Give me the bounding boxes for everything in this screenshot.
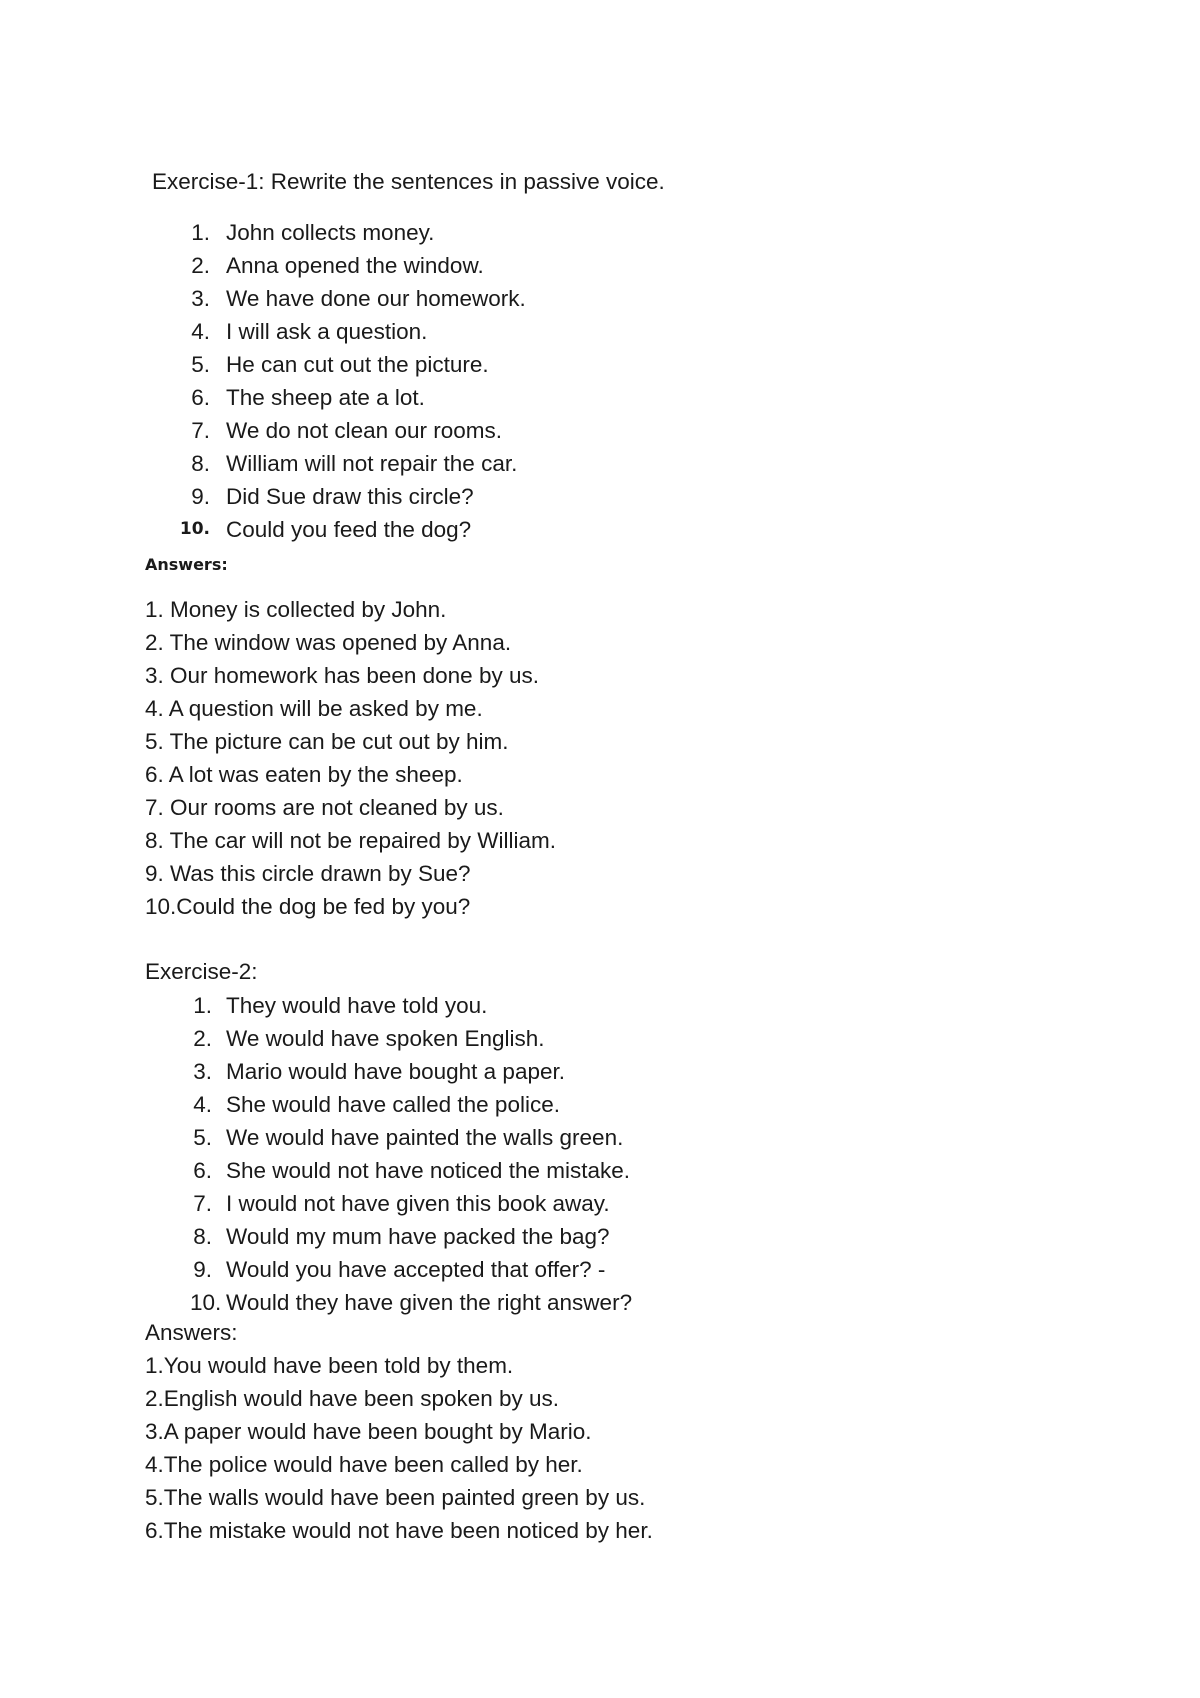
list-item [0, 1022, 1200, 1055]
exercise-2-answers-list [145, 1349, 653, 1547]
list-item-number: 8. [193, 1224, 212, 1249]
list-item [0, 249, 1200, 282]
list-item [0, 315, 1200, 348]
list-item-text: The sheep ate a lot. [226, 385, 425, 410]
answer-item: 7. Our rooms are not cleaned by us. [145, 795, 504, 820]
list-item-number: 9. [193, 1257, 212, 1282]
list-item-text: Would you have accepted that offer? - [226, 1257, 606, 1282]
list-item-text: She would have called the police. [226, 1092, 560, 1117]
list-item [0, 989, 1200, 1022]
list-item [0, 1055, 1200, 1088]
list-item [0, 1286, 1200, 1319]
list-item-text: We have done our homework. [226, 286, 526, 311]
list-item [0, 447, 1200, 480]
list-item-text: Would my mum have packed the bag? [226, 1224, 610, 1249]
list-item [0, 1121, 1200, 1154]
list-item [0, 381, 1200, 414]
answer-item: 10.Could the dog be fed by you? [145, 894, 471, 919]
list-item [0, 480, 1200, 513]
list-item-text: Would they have given the right answer? [226, 1290, 633, 1315]
answer-item: 2. The window was opened by Anna. [145, 630, 512, 655]
list-item-text: I will ask a question. [226, 319, 428, 344]
list-item-number: 6. [193, 1158, 212, 1183]
list-item-number: 9. [191, 484, 210, 509]
list-item-text: We do not clean our rooms. [226, 418, 502, 443]
list-item-text: Anna opened the window. [226, 253, 484, 278]
exercise-2-title: Exercise-2: [145, 959, 258, 984]
answer-item: 1. Money is collected by John. [145, 597, 447, 622]
exercise-1-title: Exercise-1: Rewrite the sentences in passive voice. [152, 169, 665, 194]
list-item-number: 1. [191, 220, 210, 245]
exercise-1-list [0, 216, 1200, 546]
list-item [0, 1187, 1200, 1220]
list-item-number: 6. [191, 385, 210, 410]
list-item-text: Could you feed the dog? [226, 517, 472, 542]
answer-item: 5.The walls would have been painted green by us. [145, 1485, 646, 1510]
exercise-2-list [0, 989, 1200, 1319]
list-item-text: She would not have noticed the mistake. [226, 1158, 631, 1183]
list-item [0, 1154, 1200, 1187]
list-item [0, 1088, 1200, 1121]
exercise-1-answers-list [145, 593, 556, 923]
list-item-number: 2. [191, 253, 210, 278]
list-item-number: 5. [193, 1125, 212, 1150]
answer-item: 3. Our homework has been done by us. [145, 663, 539, 688]
answer-item: 6.The mistake would not have been noticed by her. [145, 1518, 653, 1543]
exercise-2-answers-label: Answers: [145, 1320, 238, 1345]
list-item-text: We would have spoken English. [226, 1026, 545, 1051]
list-item-text: John collects money. [226, 220, 435, 245]
list-item-text: William will not repair the car. [226, 451, 518, 476]
list-item-number: 3. [191, 286, 210, 311]
list-item-number: 10. [179, 519, 210, 539]
answer-item: 1.You would have been told by them. [145, 1353, 514, 1378]
list-item [0, 216, 1200, 249]
list-item-number: 10. [190, 1290, 222, 1315]
list-item-text: We would have painted the walls green. [226, 1125, 624, 1150]
list-item-number: 7. [191, 418, 210, 443]
answer-item: 5. The picture can be cut out by him. [145, 729, 509, 754]
list-item-text: I would not have given this book away. [226, 1191, 610, 1216]
list-item-number: 4. [191, 319, 210, 344]
list-item [0, 1220, 1200, 1253]
list-item [0, 282, 1200, 315]
list-item-text: They would have told you. [226, 993, 488, 1018]
answer-item: 2.English would have been spoken by us. [145, 1386, 560, 1411]
list-item-text: Mario would have bought a paper. [226, 1059, 565, 1084]
list-item-number: 1. [193, 993, 212, 1018]
list-item-number: 5. [191, 352, 210, 377]
list-item-number: 4. [193, 1092, 212, 1117]
list-item-number: 7. [193, 1191, 212, 1216]
exercise-1-answers-label: Answers: [145, 555, 228, 574]
answer-item: 6. A lot was eaten by the sheep. [145, 762, 463, 787]
list-item-number: 3. [193, 1059, 212, 1084]
answer-item: 4. A question will be asked by me. [145, 696, 483, 721]
list-item [0, 513, 1200, 546]
list-item [0, 348, 1200, 381]
list-item-text: He can cut out the picture. [226, 352, 489, 377]
list-item-number: 8. [191, 451, 210, 476]
list-item-number: 2. [193, 1026, 212, 1051]
answer-item: 9. Was this circle drawn by Sue? [145, 861, 471, 886]
answer-item: 3.A paper would have been bought by Mario. [145, 1419, 592, 1444]
answer-item: 8. The car will not be repaired by William. [145, 828, 556, 853]
list-item-text: Did Sue draw this circle? [226, 484, 474, 509]
answer-item: 4.The police would have been called by her. [145, 1452, 583, 1477]
list-item [0, 1253, 1200, 1286]
list-item [0, 414, 1200, 447]
